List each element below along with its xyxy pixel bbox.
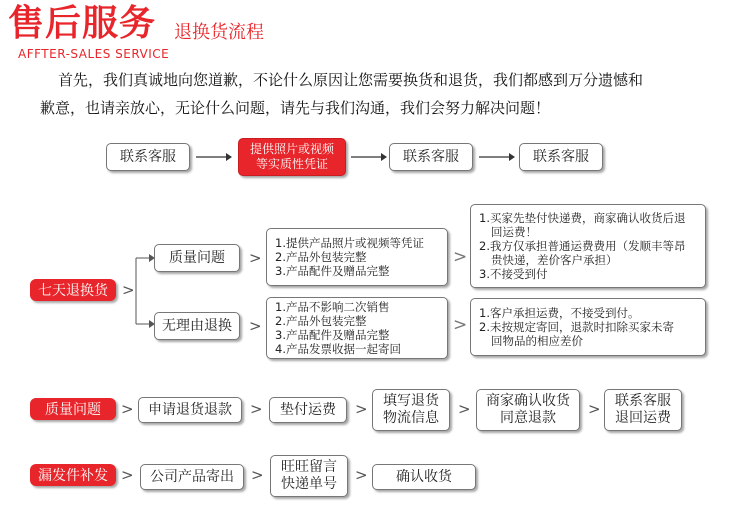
- list-item: 1.提供产品照片或视频等凭证: [275, 236, 424, 250]
- chevron-right-icon: >: [453, 247, 468, 267]
- fill-logistics-line-1: 填写退货: [383, 393, 439, 409]
- chevron-right-icon: >: [355, 400, 368, 418]
- arrow-right-icon: [479, 151, 515, 163]
- provide-evidence-line-2: 等实质性凭证: [255, 157, 328, 171]
- chevron-right-icon: >: [355, 466, 368, 484]
- english-subtitle: AFFTER-SALES SERVICE: [18, 47, 170, 61]
- no-reason-notes-box: [470, 298, 706, 356]
- chevron-right-icon: >: [122, 281, 135, 299]
- chevron-right-icon: >: [249, 249, 262, 267]
- return-shipping-line-1: 联系客服: [615, 393, 671, 409]
- list-item: 贵快递，差价客户承担）: [491, 253, 618, 267]
- confirm-receipt-box: 确认收货: [372, 464, 476, 490]
- list-item: 回物品的相应差价: [491, 334, 583, 348]
- no-reason-requirements-box: [266, 297, 448, 359]
- chevron-right-icon: >: [249, 317, 262, 335]
- top-contact-service-box-1: 联系客服: [106, 143, 190, 171]
- list-item: 回运费！: [491, 225, 537, 239]
- list-item: 4.产品发票收据一起寄回: [275, 342, 401, 356]
- list-item: 2.我方仅承担普通运费费用（发顺丰等昂: [479, 239, 686, 253]
- list-item: 3.产品配件及赠品完整: [275, 328, 390, 342]
- chevron-right-icon: >: [251, 466, 264, 484]
- list-item: 2.产品外包装完整: [275, 250, 367, 264]
- return-shipping-box: [604, 389, 682, 431]
- wangwang-line-1: 旺旺留言: [281, 459, 337, 475]
- top-contact-service-box-2: 联系客服: [389, 143, 473, 171]
- quality-flow-pill: 质量问题: [30, 398, 116, 420]
- list-item: 1.买家先垫付快递费，商家确认收货后退: [479, 211, 686, 225]
- merchant-confirm-line-2: 同意退款: [500, 410, 556, 426]
- merchant-confirm-box: [476, 389, 580, 431]
- intro-line-2: 歉意，也请亲放心，无论什么问题，请先与我们沟通，我们会努力解决问题！: [40, 99, 551, 117]
- quality-issue-box: 质量问题: [154, 244, 240, 272]
- apply-refund-box: 申请退货退款: [138, 397, 242, 423]
- chevron-right-icon: >: [121, 466, 134, 484]
- branch-connector: [134, 252, 156, 330]
- prepay-shipping-box: 垫付运费: [269, 397, 347, 423]
- merchant-confirm-line-1: 商家确认收货: [486, 393, 570, 409]
- ship-product-box: 公司产品寄出: [140, 464, 244, 490]
- fill-logistics-box: [372, 389, 450, 431]
- list-item: 2.产品外包装完整: [275, 314, 367, 328]
- intro-text: [40, 66, 720, 122]
- chevron-right-icon: >: [458, 400, 471, 418]
- list-item: 3.产品配件及赠品完整: [275, 264, 390, 278]
- missing-item-pill: 漏发件补发: [30, 464, 116, 486]
- fill-logistics-line-2: 物流信息: [383, 410, 439, 426]
- chevron-right-icon: >: [588, 400, 601, 418]
- no-reason-return-box: 无理由退换: [154, 312, 240, 340]
- top-contact-service-box-3: 联系客服: [519, 143, 603, 171]
- intro-line-1: 首先，我们真诚地向您道歉，不论什么原因让您需要换货和退货，我们都感到万分遗憾和: [58, 71, 644, 89]
- page-title: 售后服务: [8, 3, 157, 44]
- arrow-right-icon: [196, 151, 232, 163]
- page-subtitle: 退换货流程: [174, 22, 264, 43]
- list-item: 2.未按规定寄回，退款时扣除买家未寄: [479, 320, 674, 334]
- list-item: 1.产品不影响二次销售: [275, 300, 390, 314]
- list-item: 1.客户承担运费，不接受到付。: [479, 306, 640, 320]
- quality-requirements-box: [266, 228, 448, 286]
- return-shipping-line-2: 退回运费: [615, 410, 671, 426]
- quality-notes-box: [470, 204, 706, 288]
- wangwang-message-box: [270, 455, 348, 497]
- arrow-right-icon: [351, 151, 387, 163]
- chevron-right-icon: >: [453, 315, 468, 335]
- provide-evidence-line-1: 提供照片或视频: [249, 142, 334, 156]
- wangwang-line-2: 快递单号: [281, 476, 337, 492]
- chevron-right-icon: >: [121, 400, 134, 418]
- chevron-right-icon: >: [250, 400, 263, 418]
- provide-evidence-box: [238, 138, 346, 176]
- seven-day-return-pill: 七天退换货: [30, 279, 116, 301]
- list-item: 3.不接受到付: [479, 267, 548, 281]
